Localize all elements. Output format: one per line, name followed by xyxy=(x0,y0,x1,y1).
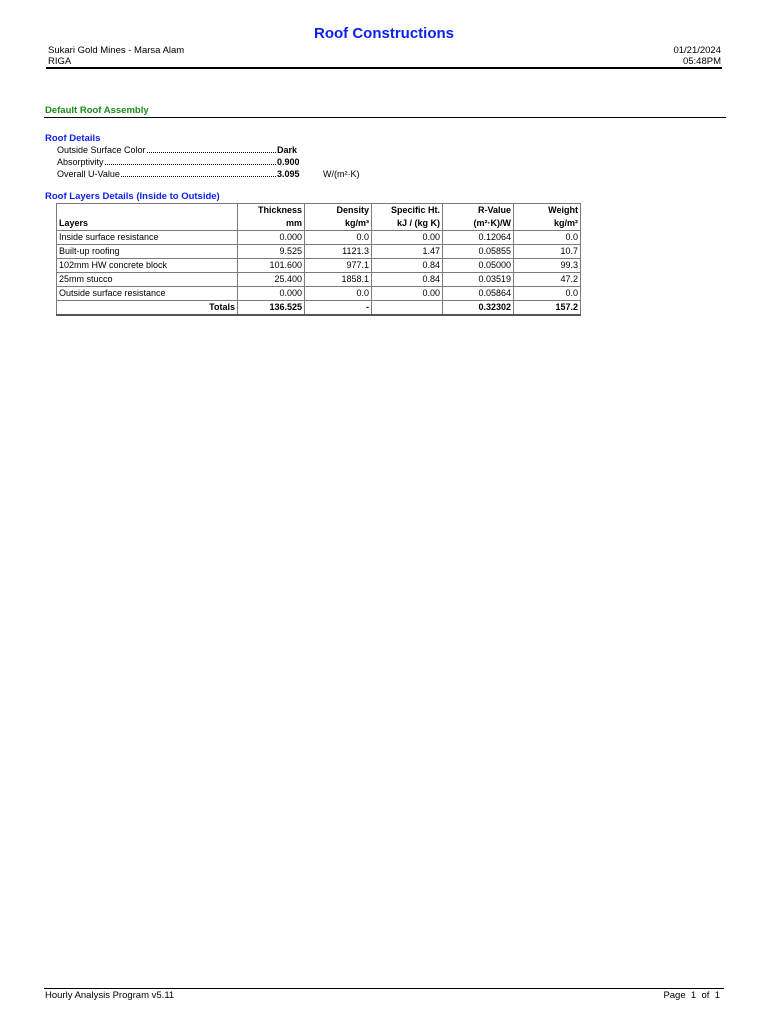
footer-divider xyxy=(44,988,724,989)
detail-row-u-value xyxy=(57,168,359,180)
weight-cell: 10.7 xyxy=(514,245,581,259)
table-row xyxy=(57,273,581,287)
report-title: Roof Constructions xyxy=(314,25,454,42)
thickness-cell: 0.000 xyxy=(238,287,305,301)
total-specific-heat xyxy=(372,301,443,316)
project-name: Sukari Gold Mines - Marsa Alam xyxy=(48,45,185,56)
weight-cell: 0.0 xyxy=(514,287,581,301)
column-header: Specific Ht. xyxy=(372,204,443,218)
detail-row-absorptivity xyxy=(57,156,323,168)
detail-row-surface-color xyxy=(57,144,323,156)
layers-heading: Roof Layers Details (Inside to Outside) xyxy=(45,191,220,202)
table-row xyxy=(57,259,581,273)
specific-heat-cell: 0.84 xyxy=(372,273,443,287)
weight-cell: 99.3 xyxy=(514,259,581,273)
header-right xyxy=(673,45,721,67)
r-value-cell: 0.05855 xyxy=(443,245,514,259)
prepared-by: RIGA xyxy=(48,56,72,67)
leader-dots xyxy=(105,156,276,165)
density-cell: 1121.3 xyxy=(305,245,372,259)
thickness-cell: 101.600 xyxy=(238,259,305,273)
density-cell: 1858.1 xyxy=(305,273,372,287)
total-r-value: 0.32302 xyxy=(443,301,514,316)
r-value-cell: 0.03519 xyxy=(443,273,514,287)
layer-name: 102mm HW concrete block xyxy=(57,259,238,273)
specific-heat-cell: 1.47 xyxy=(372,245,443,259)
of-label: of xyxy=(701,990,710,1001)
table-row xyxy=(57,245,581,259)
report-date: 01/21/2024 xyxy=(673,45,721,56)
column-unit: (m²·K)/W xyxy=(443,217,514,231)
r-value-cell: 0.12064 xyxy=(443,231,514,245)
detail-label: Absorptivity xyxy=(57,157,104,167)
total-density: - xyxy=(305,301,372,316)
layer-name: Inside surface resistance xyxy=(57,231,238,245)
density-cell: 0.0 xyxy=(305,231,372,245)
thickness-cell: 0.000 xyxy=(238,231,305,245)
report-time: 05:48PM xyxy=(682,56,721,67)
thickness-cell: 25.400 xyxy=(238,273,305,287)
detail-label: Overall U-Value xyxy=(57,169,120,179)
specific-heat-cell: 0.84 xyxy=(372,259,443,273)
weight-cell: 47.2 xyxy=(514,273,581,287)
table-header-units-row xyxy=(57,217,581,231)
density-cell: 0.0 xyxy=(305,287,372,301)
r-value-cell: 0.05864 xyxy=(443,287,514,301)
layer-name: Built-up roofing xyxy=(57,245,238,259)
column-header: Layers xyxy=(57,217,238,231)
total-thickness: 136.525 xyxy=(238,301,305,316)
layers-table xyxy=(56,203,581,316)
detail-label: Outside Surface Color xyxy=(57,145,146,155)
column-header: Thickness xyxy=(238,204,305,218)
header-divider xyxy=(46,67,722,69)
column-header xyxy=(57,204,238,218)
detail-value: 3.095 xyxy=(277,169,300,179)
column-unit: kg/m² xyxy=(514,217,581,231)
layer-name: 25mm stucco xyxy=(57,273,238,287)
thickness-cell: 9.525 xyxy=(238,245,305,259)
specific-heat-cell: 0.00 xyxy=(372,287,443,301)
r-value-cell: 0.05000 xyxy=(443,259,514,273)
density-cell: 977.1 xyxy=(305,259,372,273)
program-name: Hourly Analysis Program v5.11 xyxy=(45,990,175,1001)
column-header: R-Value xyxy=(443,204,514,218)
page-label: Page xyxy=(663,990,686,1001)
column-unit: mm xyxy=(238,217,305,231)
table-row xyxy=(57,231,581,245)
table-row xyxy=(57,287,581,301)
column-header: Weight xyxy=(514,204,581,218)
detail-unit: W/(m²·K) xyxy=(323,169,360,179)
layer-name: Outside surface resistance xyxy=(57,287,238,301)
total-weight: 157.2 xyxy=(514,301,581,316)
column-unit: kJ / (kg K) xyxy=(372,217,443,231)
leader-dots xyxy=(121,168,276,177)
section-divider xyxy=(44,117,726,118)
page-number: 1 xyxy=(690,990,697,1001)
column-unit: kg/m³ xyxy=(305,217,372,231)
total-pages: 1 xyxy=(714,990,720,1001)
totals-row xyxy=(57,301,581,316)
detail-value: Dark xyxy=(277,145,298,155)
detail-value: 0.900 xyxy=(277,157,300,167)
weight-cell: 0.0 xyxy=(514,231,581,245)
totals-label: Totals xyxy=(57,301,238,316)
roof-details-heading: Roof Details xyxy=(45,133,101,144)
specific-heat-cell: 0.00 xyxy=(372,231,443,245)
table-header-row xyxy=(57,204,581,218)
page-indicator xyxy=(663,990,720,1001)
header-left xyxy=(48,45,184,67)
section-title: Default Roof Assembly xyxy=(45,105,149,116)
column-header: Density xyxy=(305,204,372,218)
leader-dots xyxy=(147,144,276,153)
